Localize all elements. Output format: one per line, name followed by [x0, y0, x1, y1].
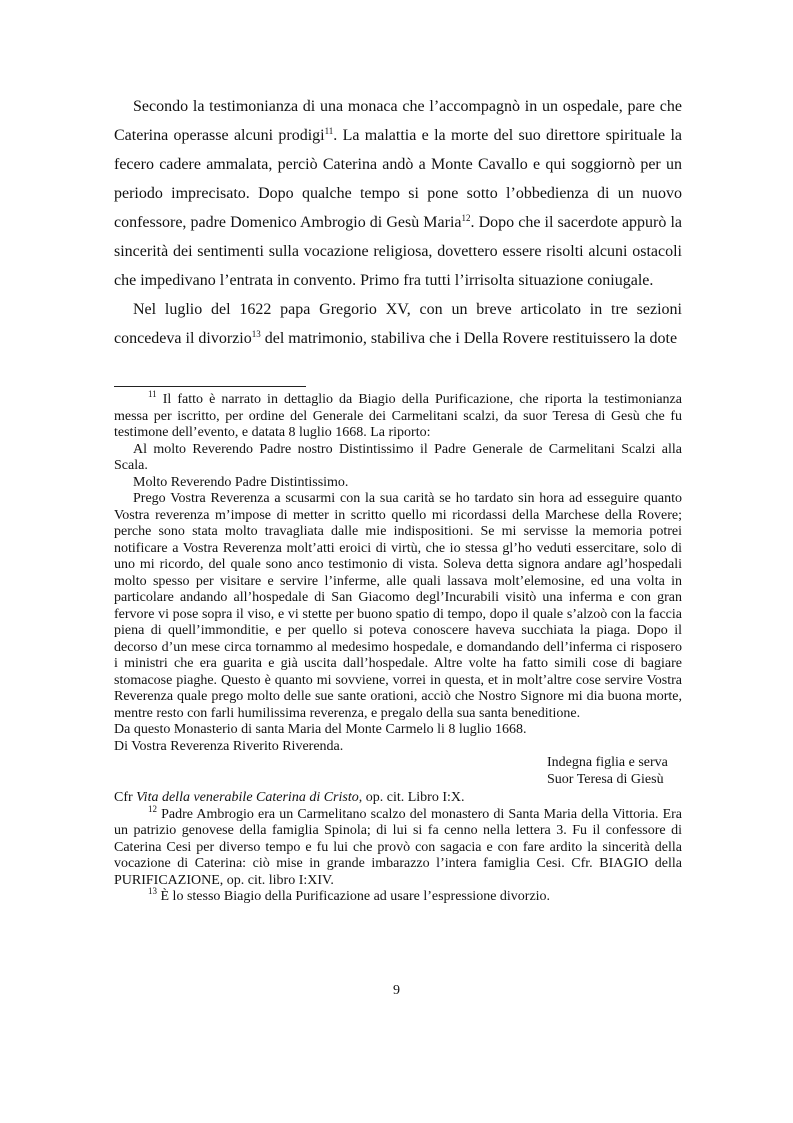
footnote-separator [114, 386, 306, 387]
footnote-11: $^{11}$ Il fatto è narrato in dettaglio da Biagio della Purificazione, che riporta la testimonianza messa per iscritto, per ordine del Generale dei Carmelitani scalzi, da suor Teresa di Gesù che fu testimone dell’evento, e datata 8 luglio 1668. La riporto: [114, 389, 682, 440]
footnote-ref-12[interactable]: 12 [461, 213, 471, 223]
footnote-11-citation: Cfr Vita della venerabile Caterina di Cristo, op. cit. Libro I:X. [114, 790, 465, 805]
paragraph-2: Nel luglio del 1622 papa Gregorio XV, con un breve articolato in tre sezioni concedeva il divorzio$^{13}$ del matrimonio, stabiliva che i Della Rovere restituissero la dote [114, 301, 682, 347]
cited-title: Vita della venerabile Caterina di Cristo [136, 790, 359, 805]
letter-signature-line-2: Suor Teresa di Giesù [547, 771, 664, 787]
footnotes [114, 389, 682, 906]
letter-signature-line-1: Indegna figlia e serva [547, 755, 668, 770]
footnote-ref-11[interactable]: 11 [324, 126, 334, 136]
letter-body: Prego Vostra Reverenza a scusarmi con la sua carità se ho tardato sin hora ad esseguire quanto Vostra reverenza m’impose di metter in scritto quello mi ricordassi della Marchese della Rovere; perche sono stata molto travagliata dalle mie indispositioni. Se mi servisse la memoria potrei notificare a Vostra Reverenza molt’atti eroici di virtù, che io stessa gl’ho veduti essercitare, solo di uno mi ricordo, del quale sono anco testimonio di vista. Soleva detta signora andare agl’hospedali molto spesso per visitare e servire l’inferme, alle quali lassava molt’elemosine, ed una volta in particolare andando all’hospedale di San Giacomo degl’Incurabili visitò una inferma e con gran fervore vi pose sopra il viso, e vi stette per buono spatio di tempo, dopo il quale s’alzoò con la faccia piena di quell’immonditie, e per quello si poteva conoscere haveva succhiata la piaga. Dopo il decorso d’un mese circa tornammo al medesimo hospedale, e domandando dell’inferma ci risposero i ministri che era guarita e già uscita dall’hospedale. Altre volte ha fatto simili cose di bagiare stomacose piaghe. Questo è quanto mi sovviene, vorrei in questa, et in molt’altre cose servire Vostra Reverenza quale prego molto delle sue sante orationi, acciò che Nostro Signore mi dia buona morte, mentre resto con farli humilissima reverenza, e pregalo della sua santa beneditione. [114, 491, 682, 721]
footnote-number: 13 [148, 886, 157, 896]
footnote-13: $^{13}$ È lo stesso Biagio della Purificazione ad usare l’espressione divorzio. [148, 886, 551, 904]
paragraph-1: Secondo la testimonianza di una monaca che l’accompagnò in un ospedale, pare che Caterina operasse alcuni prodigi$^{11}$. La malattia e la morte del suo direttore spirituale la fecero cadere ammalata, perciò Caterina andò a Monte Cavallo e qui soggiornò per un periodo imprecisato. Dopo qualche tempo si pone sotto l’obbedienza di un nuovo confessore, padre Domenico Ambrogio di Gesù Maria$^{12}$. Dopo che il sacerdote appurò la sincerità dei sentimenti sulla vocazione religiosa, dovettero essere risolti alcuni ostacoli che impedivano l’entrata in convento. Primo fra tutti l’irrisolta situazione coniugale. [114, 98, 683, 289]
footnote-ref-13[interactable]: 13 [251, 329, 261, 339]
letter-dateline: Da questo Monasterio di santa Maria del Monte Carmelo li 8 luglio 1668. [114, 722, 527, 737]
footnote-number: 12 [148, 803, 157, 814]
page-number: 9 [393, 983, 400, 998]
footnote-12: $^{12}$ Padre Ambrogio era un Carmelitano scalzo del monastero di Santa Maria della Vittoria. Era un patrizio genovese della famiglia Spinola; di lui si fa cenno nella lettera 3. Fu il confessore di Caterina Cesi per diverso tempo e fu lui che provò con sagacia e con fare ardito la sincerità della vocazione di Caterina: ciò mise in grande imbarazzo l’intera famiglia Cesi. Cfr. BIAGIO della PURIFICAZIONE, op. cit. libro I:XIV. [114, 803, 682, 888]
footnote-number: 11 [148, 389, 157, 399]
main-text [114, 92, 682, 353]
letter-closing: Di Vostra Reverenza Riverito Riverenda. [114, 738, 344, 754]
letter-salutation: Molto Reverendo Padre Distintissimo. [133, 474, 349, 490]
letter-address: Al molto Reverendo Padre nostro Distintissimo il Padre Generale de Carmelitani Scalzi alla Scala. [114, 441, 682, 473]
